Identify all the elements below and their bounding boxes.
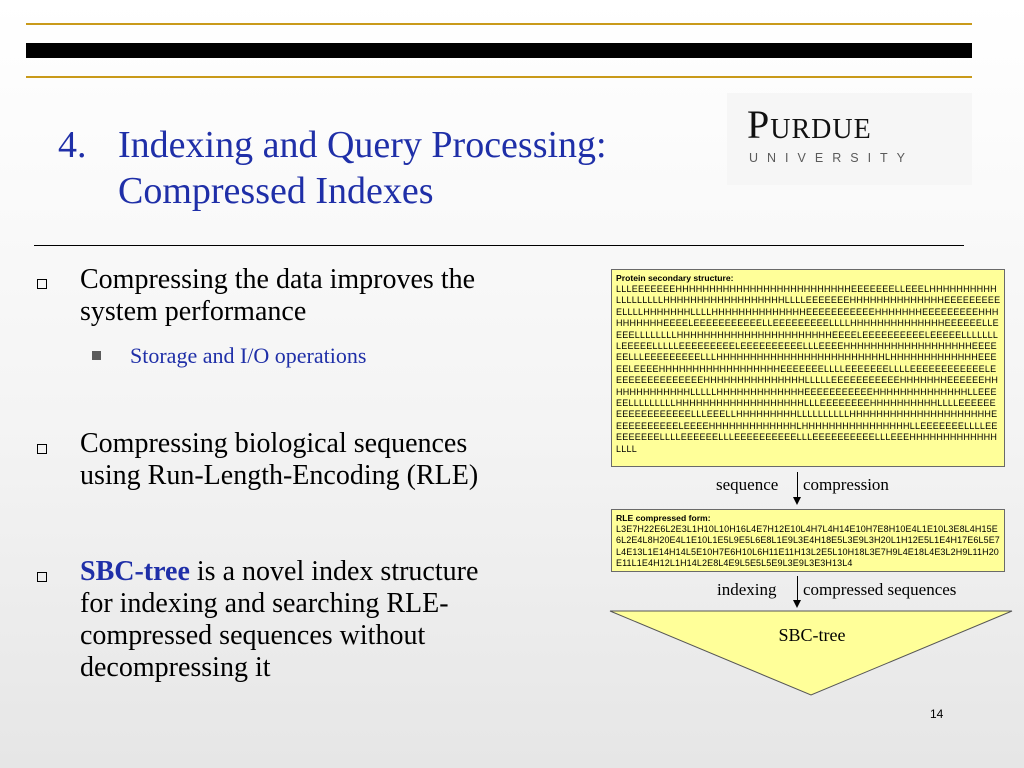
compression-arrow-head — [793, 497, 801, 505]
indexing-arrow-head — [793, 600, 801, 608]
caption-sequence: sequence — [716, 475, 779, 494]
bullet-2-line-2: using Run-Length-Encoding (RLE) — [80, 460, 479, 491]
bullet-2-marker — [37, 444, 47, 454]
caption-compressed-sequences: compressed sequences — [803, 580, 957, 599]
title-line-2: Compressed Indexes — [118, 170, 434, 212]
title-line-1: Indexing and Query Processing: — [118, 124, 607, 166]
caption-compression: compression — [803, 475, 889, 494]
logo-wordmark: Purdue — [747, 102, 872, 147]
sbc-tree-funnel — [608, 609, 1014, 697]
sbc-tree-label: SBC-tree — [778, 625, 846, 645]
bullet-1-line-1: Compressing the data improves the — [80, 264, 476, 295]
bullet-3-line-4: decompressing it — [80, 652, 271, 683]
compression-arrow-line — [797, 472, 798, 498]
bullet-1-text — [80, 264, 475, 328]
bullet-3-line-2: for indexing and searching RLE- — [80, 588, 449, 619]
protein-sequence: LLLEEEEEEEHHHHHHHHHHHHHHHHHHHHHHHHHHEEEEEEELLEEELHHHHHHHHHHLLLLLLLLLHHHHHHHHHHHHHHHHHHLLLLEEEEEEEHHHHHHHHHHHHHHEEEEEEEEEELLLLHHHHHHHLLLLHHHHHHHHHHHHHHEEEEEEEEEEEHHHHHHHEEEEEEEEEHHHHHHHHHHEEEELEEEEEEEEEEELLEEEEEEEEELLLLHHHHHHHHHHHHHHEEEEEELLEEEELLLLLLLLHHHHHHHHHHHHHHHHHHHHHHHEEEELEEEEEEEEEELEEEEELLLLLLLLEEEEELLLLLEEEEEEEEELEEEEEEEEEELLLEEEEHHHHHHHHHHHHHHHHHHHEEEEEELLLEEEEEEEEELLLHHHHHHHHHHHHHHHHHHHHHHHHHLHHHHHHHHHHHHHEEEEELEEEEHHHHHHHHHHHHHHHHHHEEEEEEELLLLEEEEEEELLLLEEEEEEEEEEEELEEEEEEEEEEEEEEEHHHHHHHHHHHHHHHLLLLLEEEEEEEEEEEHHHHHHHEEEEEEHHHHHHHHHHHHHLLLLLHHHHHHHHHHHHHEEEEEEEEEEEHHHHHHHHHHHHHHLLEEEEELLLLLLLLLHHHHHHHHHHHHHHHHHHHLLLEEEEEEEEHHHHHHHHHHLLLLEEEEEEEEEEEEEEEEEELLLEEELLHHHHHHHHHLLLLLLLLLLHHHHHHHHHHHHHHHHHHHHHEEEEEEEEEEELEEEEHHHHHHHHHHHHHLHHHHHHHHHHHHHHHHLLEEEEEEELLLLEEEEEEEEELLLLEEEEEELLLEEEEEEEEEELLLEEEEEEEEEELLLEEEHHHHHHHHHHHHHLLLL — [616, 284, 1001, 454]
logo-subtext: UNIVERSITY — [749, 151, 915, 165]
bullet-2-text — [80, 428, 478, 492]
purdue-logo — [727, 93, 972, 185]
rle-sequence: L3E7H22E6L2E3L1H10L10H16L4E7H12E10L4H7L4H14E10H7E8H10E4L1E10L3E8L4H15E6L2E4L8H20E4L1E10L1E5L9E5L6E8L1E9L3E4H18E5L3E9L3H20L1H12E5L1E4H17E6L5E7L4E13L1E14H14L5E10H7E6H10L6H11E11H13L2E5L10H18L3E7H9L4E18L4E3L2H9L11H20E11L1E4H12L1H14L2E8L4E9L5E5L5E9L3E9L3E3H13L4 — [616, 524, 1000, 569]
sbc-tree-term: SBC-tree — [80, 556, 190, 587]
sub-bullet-marker — [92, 351, 101, 360]
bullet-1-line-2: system performance — [80, 296, 307, 327]
page-number: 14 — [930, 707, 944, 721]
title-divider — [34, 245, 964, 246]
bullet-2-line-1: Compressing biological sequences — [80, 428, 468, 459]
title-number: 4. — [58, 124, 87, 166]
rle-box-header: RLE compressed form: — [616, 513, 711, 523]
bullet-3-line-1: is a novel index structure — [189, 556, 479, 587]
header-black-bar — [26, 43, 972, 58]
sub-bullet-text: Storage and I/O operations — [130, 343, 367, 368]
protein-box-header: Protein secondary structure: — [616, 273, 734, 283]
title-text — [118, 122, 738, 214]
indexing-arrow-line — [797, 576, 798, 601]
bottom-gold-rule — [26, 76, 972, 78]
bullet-3-line-3: compressed sequences without — [80, 620, 426, 651]
bullet-3-text — [80, 556, 478, 684]
top-gold-rule — [26, 23, 972, 25]
bullet-1-marker — [37, 279, 47, 289]
rle-compressed-box — [611, 509, 1005, 572]
bullet-3-marker — [37, 572, 47, 582]
protein-structure-box — [611, 269, 1005, 467]
caption-indexing: indexing — [717, 580, 777, 599]
